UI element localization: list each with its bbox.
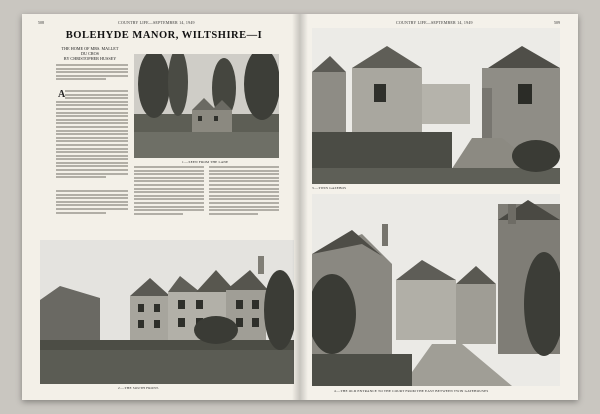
right-running-head: COUNTRY LIFE—SEPTEMBER 14, 1949 [396,20,473,25]
article-title: BOLEHYDE MANOR, WILTSHIRE—I [65,30,263,41]
body-text-column-1b [56,190,128,220]
body-text-column-3 [209,166,279,220]
drop-cap: A [58,89,66,100]
body-text-column-1 [56,90,128,186]
right-page-number: 509 [554,20,560,25]
left-page [22,14,301,400]
intro-text [56,64,128,82]
caption-photo-4: 4.—THE OLD ENTRANCE TO THE COURT FROM THE EAST BETWEEN TWIN GATEHOUSES [334,389,489,393]
caption-photo-2: 2.—THE SOUTH FRONT. [118,386,160,390]
photo-old-entrance [312,194,560,386]
right-page [300,14,578,400]
caption-photo-3: 3.—TWIN GAZEBOS [312,186,347,190]
magazine-spread [22,14,578,400]
article-subtitle: THE HOME OF MRS. MALLET DU CROS [61,46,119,56]
photo-twin-gazebos [312,28,560,184]
caption-photo-1: 1.—SEEN FROM THE LANE [182,160,229,164]
photo-south-front [40,240,294,384]
left-running-head: COUNTRY LIFE—SEPTEMBER 14, 1949 [118,20,195,25]
article-byline: BY CHRISTOPHER HUSSEY [63,56,117,61]
photo-seen-from-lane [134,54,279,158]
left-page-number: 508 [38,20,44,25]
body-text-column-2 [134,166,204,220]
